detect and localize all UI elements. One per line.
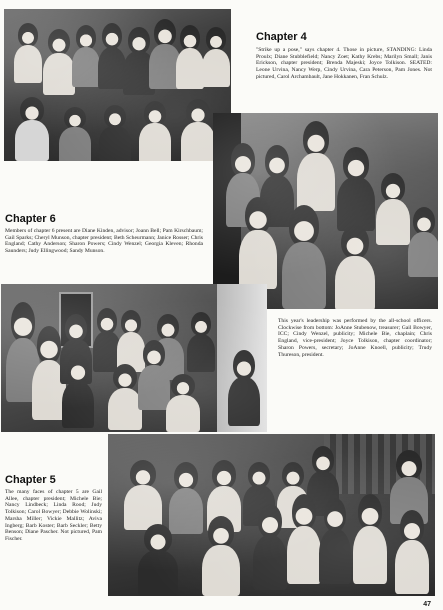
person: [11, 302, 35, 402]
person: [130, 460, 156, 530]
person: [157, 314, 179, 380]
chapter-6-heading: Chapter 6: [5, 213, 56, 225]
chapter-6-caption: Members of chapter 6 present are Diane Kinden, advisor; Joann Bell; Pam Kirschbaum; Gail Sparks; Cheryl Munson, chapter president; Beth Scheurmann; Janice Rosser; Chris England; Cathy Anderson; Sharon Powers; Cindy Wenzel; Georgia Kleven; Rhonda Saunders; Judy Ellingwood; Sandy Munson.: [5, 228, 203, 255]
photo-leadership: [213, 113, 438, 309]
person: [282, 462, 304, 528]
person: [413, 207, 435, 277]
person: [289, 205, 319, 309]
person: [212, 460, 236, 532]
person: [180, 25, 200, 89]
chapter-4-heading: Chapter 4: [256, 31, 307, 43]
person: [113, 364, 137, 430]
chapter-5-caption: The many faces of chapter 5 are Gail Allee, chapter president; Michele Bie; Nancy Lindbeck; Linda Rood; Judy Tolkison; Carol Bowyer; Debbie Wolinski; Marsha Miller; Vickie Mallitz; Aviva Ingberg; Barb Koster; Barb Seckler; Betty Benson; Diane Pascher. Not pictured, Pam Fischer.: [5, 489, 102, 542]
person: [231, 143, 255, 227]
person: [154, 19, 176, 89]
person: [341, 225, 369, 309]
person: [144, 524, 172, 596]
person: [303, 121, 329, 211]
person: [343, 147, 369, 231]
person: [102, 23, 122, 89]
person: [104, 105, 126, 161]
chapter-5-heading: Chapter 5: [5, 474, 56, 486]
person: [396, 450, 422, 524]
person: [206, 27, 226, 87]
person: [65, 314, 87, 384]
person: [324, 498, 346, 584]
person: [191, 312, 211, 372]
person: [144, 101, 166, 161]
person: [400, 510, 424, 594]
person: [358, 494, 382, 584]
person: [248, 462, 270, 526]
person: [171, 374, 195, 432]
person: [292, 494, 316, 584]
person: [258, 504, 282, 590]
person: [48, 29, 70, 95]
person: [233, 350, 255, 426]
person: [174, 462, 198, 534]
person: [20, 97, 44, 161]
person: [381, 173, 405, 245]
person: [265, 145, 289, 227]
person: [97, 308, 117, 372]
leadership-caption: This year's leadership was performed by the all-school officers. Clockwise from bottom: JoAnne Stubenow, treasurer; Gail Bowyer, ICC; Cindy Wenzel, publicity; Michele Bie, chaplain; Chris England, vice-president; Joyce Tolkison, chapter coordinator; Sharon Powers, secretary; JoAnne Knoell, publicity; Trudy Thureson, president.: [278, 318, 432, 358]
photo-chapter-5: [108, 434, 435, 596]
window-frame: [213, 113, 241, 309]
wall-panel: [324, 434, 435, 494]
person: [186, 99, 210, 161]
person: [64, 107, 86, 161]
person: [208, 516, 234, 596]
person: [18, 23, 38, 83]
person: [312, 446, 334, 516]
person: [245, 197, 271, 289]
person: [121, 310, 141, 372]
person: [76, 25, 96, 87]
doorway: [59, 292, 93, 348]
page-number: 47: [423, 601, 431, 608]
window: [217, 284, 267, 432]
person: [143, 340, 165, 410]
photo-chapter-6: [1, 284, 267, 432]
person: [67, 354, 89, 428]
person: [37, 326, 61, 420]
photo-chapter-4: [4, 9, 231, 161]
person: [128, 27, 150, 95]
chapter-4-caption: "Strike up a pose," says chapter 4. Those in picture, STANDING: Linda Proulx; Diane Stubblefield; Nancy Zoet; Kathy Krebs; Marilyn Small; Janis Erickson, chapter president; Brenda Majeski; Joyce Tolkison. SEATED: Leone Urvina, Nancy Werp, Cindy Urvina, Cara Peterson, Pam Jones. Not pictured, Carol Archambault, Jane Hokkanen, Fran Schulz.: [256, 47, 432, 80]
